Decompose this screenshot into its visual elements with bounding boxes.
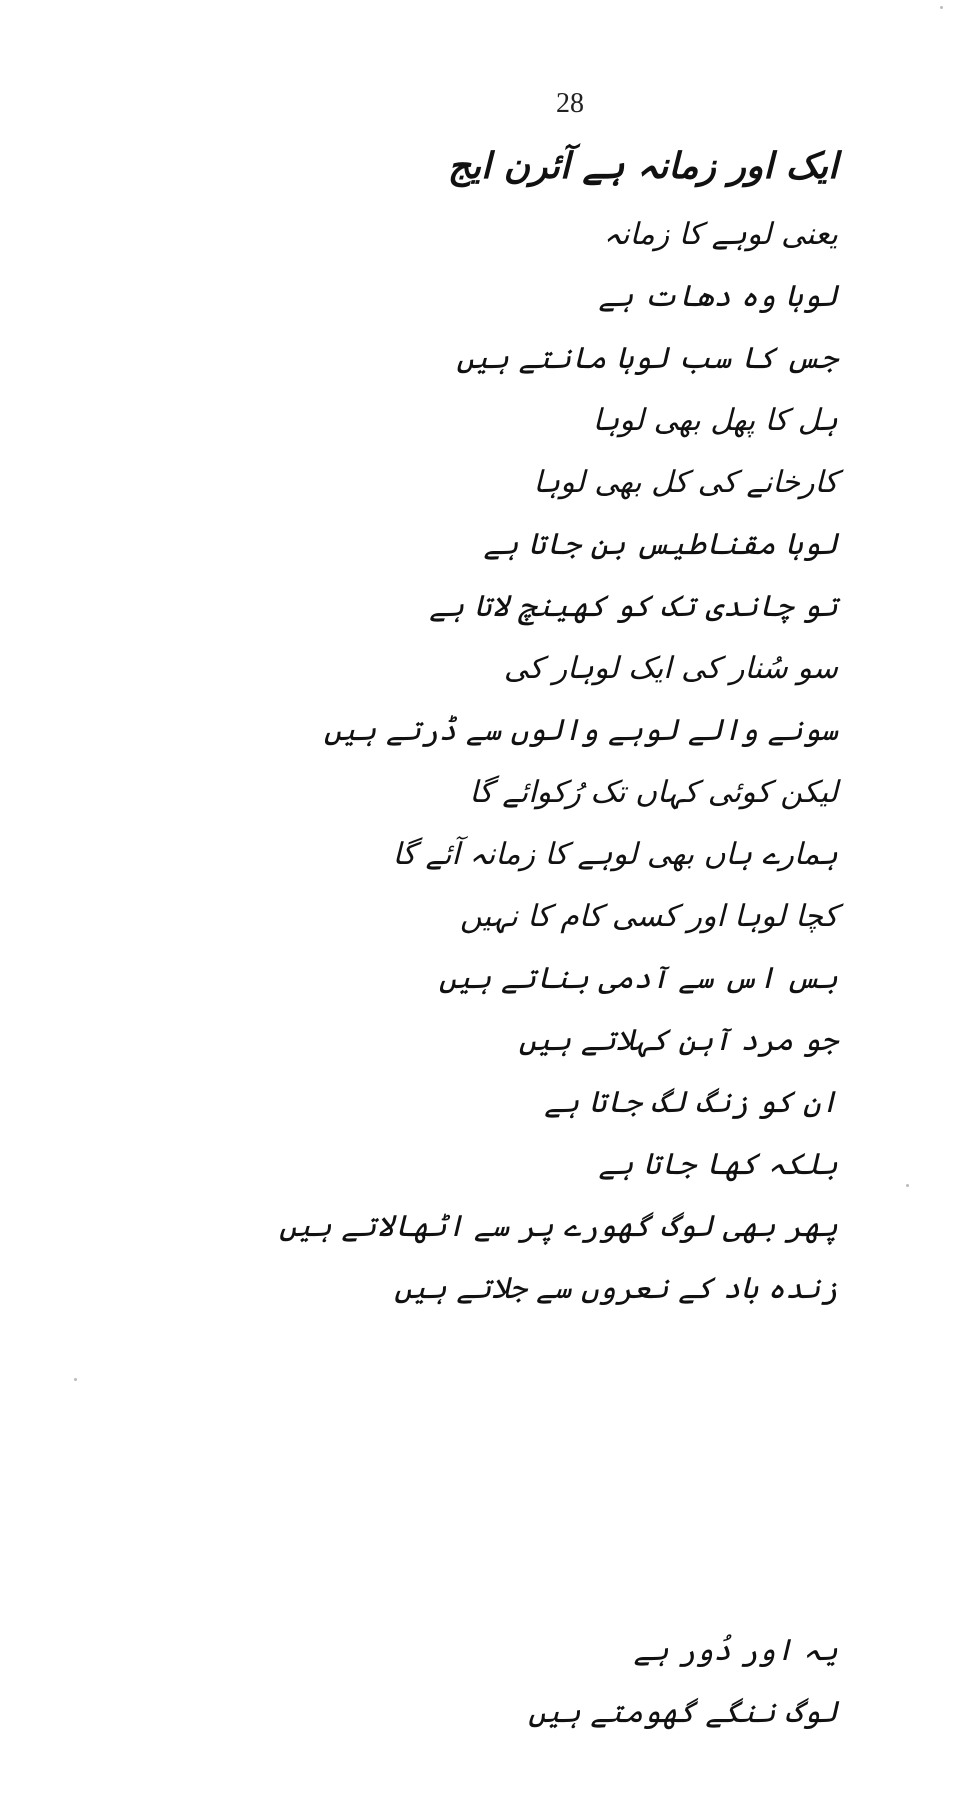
poem-line: تو چاندی تک کو کھینچ لاتا ہے [429,589,838,624]
poem-line: لوہا وہ دھات ہے [598,279,838,314]
poem-line: سو سُنار کی ایک لوہار کی [503,651,838,686]
poem-line: بس اس سے آدمی بناتے ہیں [438,961,838,996]
poem-line: لیکن کوئی کہاں تک رُکوائے گا [469,775,838,810]
poem-line: ہل کا پھل بھی لوہا [592,403,838,438]
poem-line: بلکہ کھا جاتا ہے [598,1147,838,1182]
poem-line: لوہا مقناطیس بن جاتا ہے [483,527,838,562]
poem-line: یعنی لوہے کا زمانہ [603,217,838,252]
scan-speck [906,1184,909,1187]
poem-line-title: ایک اور زمانہ ہے آئرن ایج [447,146,838,187]
poem-line: کارخانے کی کل بھی لوہا [533,465,838,500]
poem-line: زندہ باد کے نعروں سے جلاتے ہیں [394,1271,838,1306]
poem-line: ہمارے ہاں بھی لوہے کا زمانہ آئے گا [392,837,838,872]
poem-line: ان کو زنگ لگ جاتا ہے [544,1085,838,1120]
poem-line: سونے والے لوہے والوں سے ڈرتے ہیں [323,713,838,748]
poem-line: جو مرد آہن کہلاتے ہیں [518,1023,838,1058]
scan-speck [74,1378,77,1381]
poem-line: کچا لوہا اور کسی کام کا نہیں [460,899,838,934]
poem-line: لوگ ننگے گھومتے ہیں [528,1695,838,1730]
poem-stanza-1 [218,130,838,1320]
poem-line: جس کا سب لوہا مانتے ہیں [456,341,838,376]
poem-line: پھر بھی لوگ گھورے پر سے اٹھالاتے ہیں [279,1209,838,1244]
poem-stanza-2 [438,1620,838,1744]
page-number: 28 [556,88,584,119]
scan-speck [940,6,943,9]
poem-line: یہ اور دُور ہے [633,1633,838,1668]
